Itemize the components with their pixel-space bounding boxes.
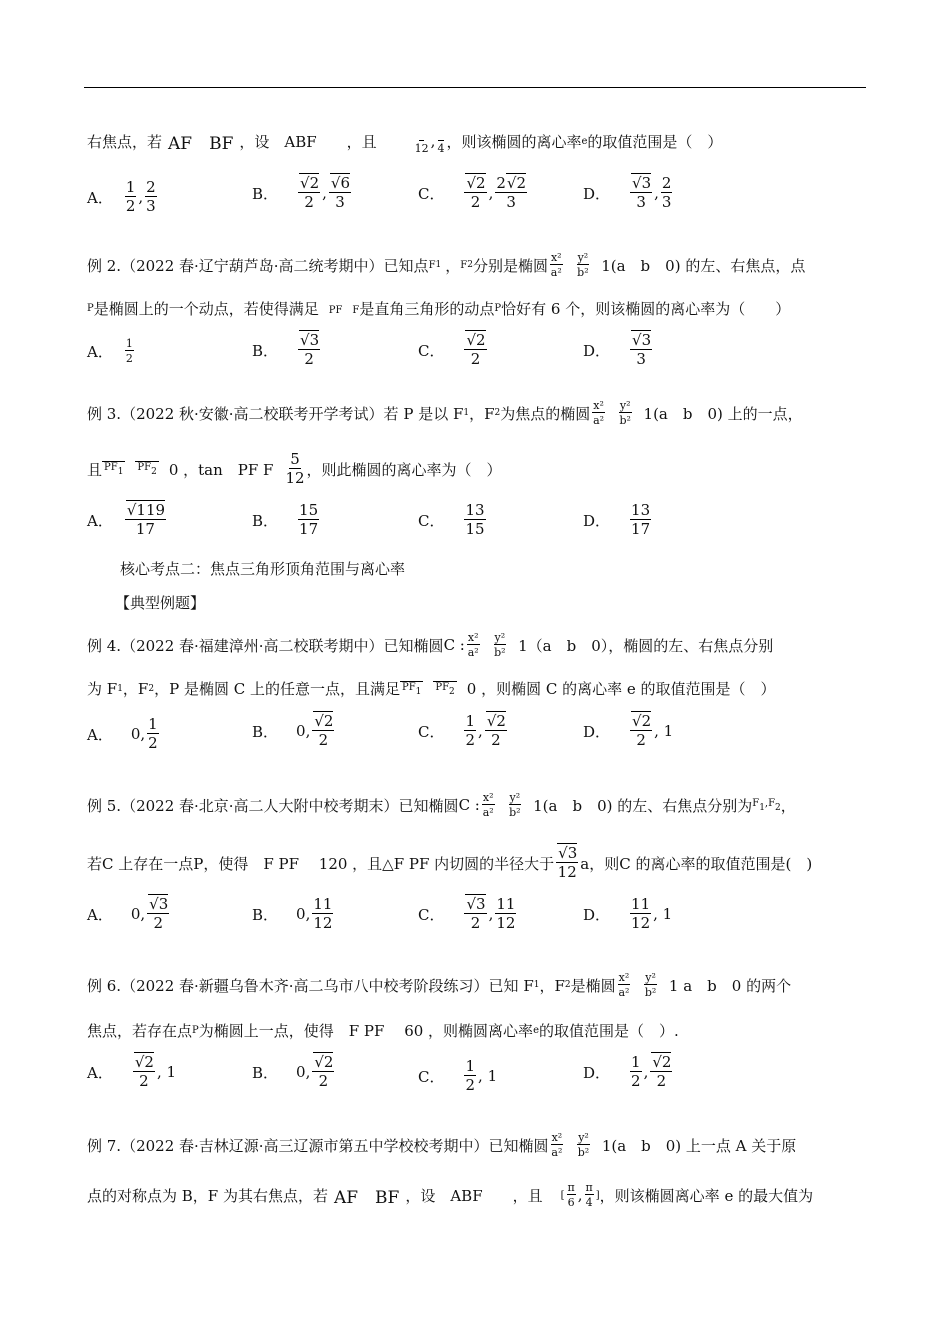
q5-line2: 若C 上存在一点P，使得 F PF 120 ，且△F PF 内切圆的半径大于 √ $\frac{3}{12}$ a，则C 的离心率的取值范围是( ) bbox=[87, 846, 812, 880]
q1-stem: 右焦点，若 AF BF ，设 ABF ，且 12 , 4 ，则该椭圆的离心率 e 的取值范围是（ ） bbox=[87, 128, 722, 154]
section-heading: 核心考点二：焦点三角形顶角范围与离心率 bbox=[120, 560, 406, 578]
q5-option-a[interactable]: A． 0, √ $\frac{3}{2}$ bbox=[87, 897, 171, 931]
header-rule bbox=[84, 87, 866, 88]
q4-line1: 例 4.（2022 春·福建漳州·高二校联考期中）已知椭圆 C : $\frac{\text{x²}}{\text{a²}}$ $\frac{\text{y²}}{\text{b²}}$ 1（a b 0），椭圆的左、右焦点分别 bbox=[87, 631, 774, 659]
q2-line1: 例 2.（2022 春·辽宁葫芦岛·高二统考期中）已知点 F 1 ， F 2 分别是椭圆 $\frac{\text{x²}}{\text{a²}}$ $\frac{\text{y²}}{\text{b²}}$ 1(a b 0) 的左、右焦点，点 bbox=[87, 251, 806, 279]
q4-option-d[interactable]: D． √ $\frac{2}{2}$ , 1 bbox=[583, 714, 673, 748]
q5-option-d[interactable]: D． $\frac{11}{12}$ , 1 bbox=[583, 895, 673, 932]
q3-option-b[interactable]: B． $\frac{15}{17}$ bbox=[252, 501, 319, 538]
q1-tail: ，则该椭圆的离心率 bbox=[446, 132, 582, 151]
q3-option-a[interactable]: A． √ $\frac{119}{17}$ bbox=[87, 503, 168, 537]
q7-line2: 点的对称点为 B，F 为其右焦点，若 AF BF ，设 ABF ，且 [ $\frac{\pi}{6}$ , $\frac{\pi}{4}$ ] ，则该椭圆离心率 e 的最大值为 bbox=[87, 1181, 814, 1209]
q2-option-a[interactable]: A． $\frac{1}{2}$ bbox=[87, 337, 133, 365]
q1-text: 右焦点，若 bbox=[87, 132, 163, 151]
q3-option-d[interactable]: D． $\frac{13}{17}$ bbox=[583, 501, 651, 538]
q1-option-b[interactable]: B． √ $\frac{2}{2}$ , √ $\frac{6}{3}$ bbox=[252, 176, 353, 210]
q3-line2: 且 PF1 PF2 0 ，tan PF F $\frac{5}{12}$ ，则此椭圆的离心率为（ ） bbox=[87, 450, 502, 487]
q1-option-a[interactable]: A． $\frac{1}{2}$ , $\frac{2}{3}$ bbox=[87, 178, 156, 215]
q6-option-d[interactable]: D． $\frac{1}{2}$ , √ $\frac{2}{2}$ bbox=[583, 1055, 674, 1089]
q3-line1: 例 3.（2022 秋·安徽·高二校联考开学考试）若 P 是以 F 1 ，F 2 为焦点的椭圆 $\frac{\text{x²}}{\text{a²}}$ $\frac{\text{y²}}{\text{b²}}$ 1(a b 0) 上的一点， bbox=[87, 399, 803, 427]
q1-range-b: 4 bbox=[437, 128, 444, 154]
q5-option-c[interactable]: C． √ $\frac{3}{2}$ , $\frac{11}{12}$ bbox=[418, 897, 518, 931]
q2-option-c[interactable]: C． √ $\frac{2}{2}$ bbox=[418, 333, 489, 367]
q7-line1: 例 7.（2022 春·吉林辽源·高三辽源市第五中学校校考期中）已知椭圆 $\frac{\text{x²}}{\text{a²}}$ $\frac{\text{y²}}{\text{b²}}$ 1(a b 0) 上一点 A 关于原 bbox=[87, 1131, 797, 1159]
q4-line2: 为 F 1 ，F 2 ，P 是椭圆 C 上的任意一点，且满足 PF1 PF2 0 ，则椭圆 C 的离心率 e 的取值范围是（ ） bbox=[87, 680, 776, 698]
q2-line2: P 是椭圆上的一个动点，若使得满足 PF F 是直角三角形的动点 P 恰好有 6 个，则该椭圆的离心率为（ ） bbox=[87, 300, 791, 318]
section-subheading: 【典型例题】 bbox=[115, 594, 206, 612]
q6-option-a[interactable]: A． √ $\frac{2}{2}$ , 1 bbox=[87, 1055, 176, 1089]
q1-range-a: 12 bbox=[415, 128, 429, 154]
q6-option-c[interactable]: C． $\frac{1}{2}$ , 1 bbox=[418, 1057, 498, 1094]
q3-option-c[interactable]: C． $\frac{13}{15}$ bbox=[418, 501, 485, 538]
q6-line1: 例 6.（2022 春·新疆乌鲁木齐·高二乌市八中校考阶段练习）已知 F 1 ，F 2 是椭圆 $\frac{\text{x²}}{\text{a²}}$ $\frac{\text{y²}}{\text{b²}}$ 1 a b 0 的两个 bbox=[87, 971, 792, 999]
q6-line2: 焦点，若存在点 P 为椭圆上一点，使得 F PF 60 ，则椭圆离心率 e 的取值范围是（ ）. bbox=[87, 1022, 679, 1040]
q5-line1: 例 5.（2022 春·北京·高二人大附中校考期末）已知椭圆 C : $\frac{\text{x²}}{\text{a²}}$ $\frac{\text{y²}}{\text{b²}}$ 1(a b 0) 的左、右焦点分别为 F1,F2 ， bbox=[87, 791, 796, 819]
q1-mid: ，设 ABF ，且 bbox=[239, 132, 377, 151]
q4-option-b[interactable]: B． 0, √ $\frac{2}{2}$ bbox=[252, 714, 336, 748]
q1-option-c[interactable]: C． √ $\frac{2}{2}$ , $\frac{2√ 2}{3}$ bbox=[418, 176, 529, 210]
q5-option-b[interactable]: B． 0, $\frac{11}{12}$ bbox=[252, 895, 333, 932]
q1-option-d[interactable]: D． √ $\frac{3}{3}$ , $\frac{2}{3}$ bbox=[583, 176, 674, 210]
q2-option-d[interactable]: D． √ $\frac{3}{3}$ bbox=[583, 333, 654, 367]
q4-option-a[interactable]: A． 0, $\frac{1}{2}$ bbox=[87, 715, 158, 752]
q1-cond: AF BF bbox=[168, 133, 234, 154]
q6-option-b[interactable]: B． 0, √ $\frac{2}{2}$ bbox=[252, 1055, 336, 1089]
q2-option-b[interactable]: B． √ $\frac{3}{2}$ bbox=[252, 333, 322, 367]
q4-option-c[interactable]: C． $\frac{1}{2}$ , √ $\frac{2}{2}$ bbox=[418, 714, 509, 748]
